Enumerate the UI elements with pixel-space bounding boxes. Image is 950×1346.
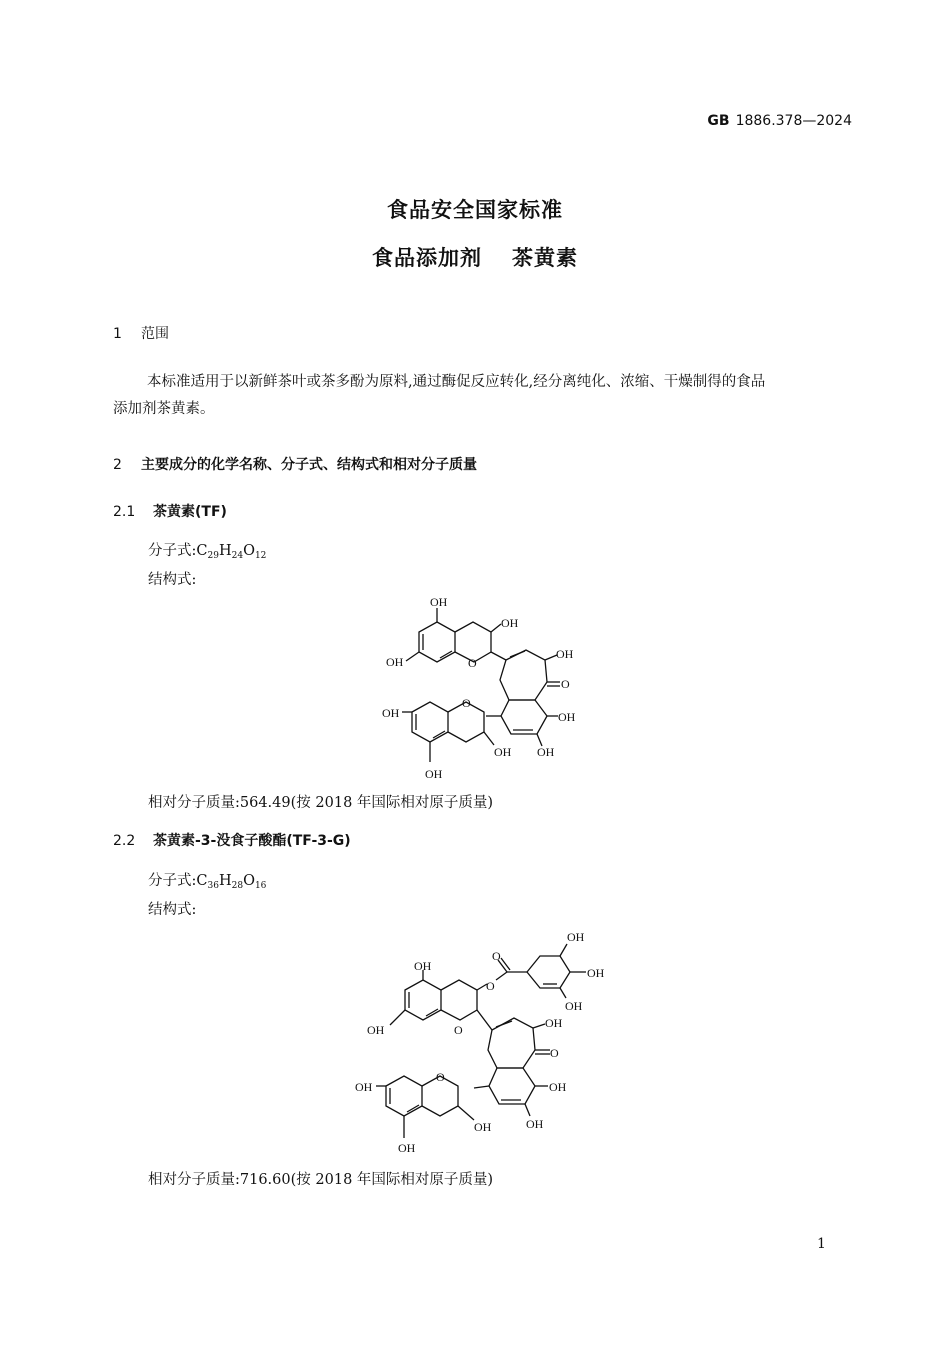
atom-label: OH: [556, 647, 574, 661]
atom-label: OH: [367, 1023, 385, 1037]
formula-subscript: 28: [231, 881, 244, 891]
atom-label: OH: [558, 710, 576, 724]
atom-label: O: [454, 1023, 463, 1037]
formula-subscript: 24: [231, 551, 244, 561]
section-title: 范围: [141, 326, 169, 342]
bond-ring: [527, 956, 570, 988]
subtitle-category: 食品添加剂: [372, 246, 482, 270]
body-line-2: 添加剂茶黄素。: [113, 401, 215, 417]
atom-label: OH: [425, 767, 443, 781]
formula-label: 分子式:: [148, 873, 197, 889]
atom-label: OH: [355, 1080, 373, 1094]
bond-ring: [386, 1076, 422, 1116]
bond-ring: [419, 622, 455, 662]
subsection-title: 茶黄素(TF): [153, 504, 227, 520]
bond-ring: [501, 700, 547, 734]
subsection-number: 2.2: [113, 833, 136, 849]
atom-label: O: [468, 656, 477, 670]
section-number: 1: [113, 326, 122, 342]
structure-label-tf3g: 结构式:: [148, 902, 197, 918]
molecular-mass-tf3g: 相对分子质量:716.60(按 2018 年国际相对原子质量): [148, 1172, 494, 1188]
bond-ring: [489, 1068, 535, 1104]
atom-label: OH: [430, 595, 448, 609]
structure-label-tf: 结构式:: [148, 572, 197, 588]
atom-label: OH: [587, 966, 605, 980]
formula-subscript: 12: [254, 551, 267, 561]
atom-label: O: [436, 1070, 445, 1084]
atom-label: OH: [382, 706, 400, 720]
atom-label: OH: [545, 1016, 563, 1030]
bond-ring: [488, 1018, 535, 1068]
bond-ring: [500, 650, 547, 700]
subsection-title: 茶黄素-3-没食子酸酯(TF-3-G): [153, 833, 351, 849]
atom-label: O: [561, 677, 570, 691]
subsection-2-2-heading: [113, 830, 351, 850]
atom-label: OH: [414, 959, 432, 973]
formula-element: O: [243, 873, 255, 889]
standard-prefix: GB: [707, 113, 730, 129]
atom-label: O: [462, 696, 471, 710]
atom-label: OH: [537, 745, 555, 759]
atom-label: OH: [474, 1120, 492, 1134]
formula-element: C: [196, 873, 208, 889]
subsection-number: 2.1: [113, 504, 136, 520]
atom-label: OH: [398, 1141, 416, 1155]
formula-label: 分子式:: [148, 543, 197, 559]
formula-element: O: [243, 543, 255, 559]
molecular-formula-tf3g: [148, 869, 266, 891]
document-title: 食品安全国家标准: [387, 198, 563, 222]
formula-subscript: 29: [207, 551, 219, 561]
bond-ring: [405, 980, 441, 1020]
formula-element: C: [196, 543, 208, 559]
atom-label: OH: [526, 1117, 544, 1131]
body-line-1: 本标准适用于以新鲜茶叶或茶多酚为原料,通过酶促反应转化,经分离纯化、浓缩、干燥制得的食品: [147, 374, 766, 390]
molecular-mass-tf: 相对分子质量:564.49(按 2018 年国际相对原子质量): [148, 795, 494, 811]
atom-label: OH: [565, 999, 583, 1013]
atom-label: OH: [494, 745, 512, 759]
atom-label: OH: [386, 655, 404, 669]
atom-label: OH: [567, 930, 585, 944]
formula-element: H: [218, 873, 232, 889]
page-number: 1: [817, 1236, 826, 1252]
atom-label: OH: [501, 616, 519, 630]
formula-element: H: [218, 543, 232, 559]
atom-label: O: [486, 979, 495, 993]
standard-code: 1886.378—2024: [735, 113, 852, 129]
section-number: 2: [113, 457, 122, 473]
atom-label: O: [550, 1046, 559, 1060]
formula-subscript: 36: [207, 881, 219, 891]
section-title: 主要成分的化学名称、分子式、结构式和相对分子质量: [141, 457, 477, 473]
atom-label: O: [492, 949, 501, 963]
formula-subscript: 16: [254, 881, 267, 891]
subtitle-product: 茶黄素: [512, 246, 578, 270]
bond-ring: [412, 702, 448, 742]
atom-label: OH: [549, 1080, 567, 1094]
